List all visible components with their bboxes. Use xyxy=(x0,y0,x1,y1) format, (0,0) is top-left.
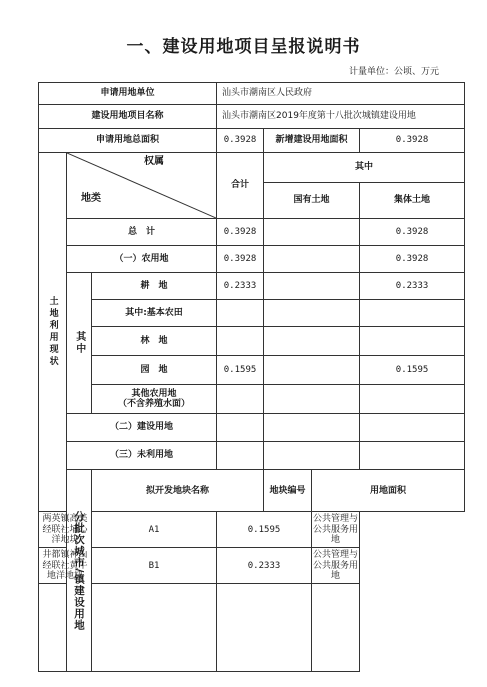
plot-row xyxy=(39,512,465,548)
basic-farmland-total xyxy=(217,300,264,327)
cultivated-collective: 0.2333 xyxy=(360,273,465,300)
construction-state xyxy=(264,414,360,442)
forest-state xyxy=(264,327,360,356)
total-area-label: 申请用地总面积 xyxy=(39,129,217,153)
other-agri-label-line1: 其他农用地 xyxy=(131,388,177,399)
plot-purpose: 公共管理与公共服务用地 xyxy=(312,548,360,584)
plot-code: B1 xyxy=(92,548,217,584)
total-area-value: 0.3928 xyxy=(217,129,264,153)
forest-row xyxy=(39,327,465,356)
total-row-total: 0.3928 xyxy=(217,219,264,246)
ownership-header: 权属 xyxy=(144,156,165,167)
area-row xyxy=(39,129,465,153)
collective-header: 集体土地 xyxy=(360,183,465,219)
of-which-header: 其中 xyxy=(264,153,465,183)
basic-farmland-collective xyxy=(360,300,465,327)
unused-collective xyxy=(360,442,465,470)
page-title: 一、建设用地项目呈报说明书 xyxy=(126,37,361,57)
agricultural-row-state xyxy=(264,246,360,273)
other-agri-state xyxy=(264,385,360,414)
plots-section-label: 分批次城市/镇建设用地 xyxy=(67,470,92,672)
unit-note: 计量单位：公顷、万元 xyxy=(348,67,439,77)
project-label: 建设用地项目名称 xyxy=(39,105,217,129)
unused-state xyxy=(264,442,360,470)
unused-label: （三）未利用地 xyxy=(67,442,217,470)
plot-area-header: 用地面积 xyxy=(312,470,465,512)
plot-row xyxy=(39,548,465,584)
construction-row xyxy=(39,414,465,442)
other-agri-collective xyxy=(360,385,465,414)
ownership-landtype-diagonal-cell xyxy=(67,153,217,219)
plot-area: 0.1595 xyxy=(217,512,312,548)
agricultural-row xyxy=(39,246,465,273)
land-use-header-row-1 xyxy=(39,153,465,183)
total-row-state xyxy=(264,219,360,246)
blank-cell xyxy=(92,584,217,672)
forest-total xyxy=(217,327,264,356)
cultivated-total: 0.2333 xyxy=(217,273,264,300)
construction-label: （二）建设用地 xyxy=(67,414,217,442)
orchard-label: 园 地 xyxy=(92,356,217,385)
orchard-state xyxy=(264,356,360,385)
orchard-collective: 0.1595 xyxy=(360,356,465,385)
orchard-total: 0.1595 xyxy=(217,356,264,385)
cultivated-state xyxy=(264,273,360,300)
blank-cell xyxy=(312,584,360,672)
cultivated-label: 耕 地 xyxy=(92,273,217,300)
total-row-collective: 0.3928 xyxy=(360,219,465,246)
new-area-value: 0.3928 xyxy=(360,129,465,153)
total-row-label: 总 计 xyxy=(67,219,217,246)
plot-purpose: 公共管理与公共服务用地 xyxy=(312,512,360,548)
plot-code: A1 xyxy=(92,512,217,548)
project-value: 汕头市潮南区2019年度第十八批次城镇建设用地 xyxy=(217,105,465,129)
plot-code-header: 地块编号 xyxy=(264,470,312,512)
orchard-row xyxy=(39,356,465,385)
construction-collective xyxy=(360,414,465,442)
basic-farmland-row xyxy=(39,300,465,327)
basic-farmland-state xyxy=(264,300,360,327)
agricultural-row-total: 0.3928 xyxy=(217,246,264,273)
other-agri-row xyxy=(39,385,465,414)
applicant-value: 汕头市潮南区人民政府 xyxy=(217,83,465,105)
agricultural-row-collective: 0.3928 xyxy=(360,246,465,273)
unused-row xyxy=(39,442,465,470)
agricultural-row-label: （一）农用地 xyxy=(67,246,217,273)
other-agri-label xyxy=(92,385,217,414)
land-use-section-label: 土地利用现状 xyxy=(39,153,67,512)
plot-name: 井都镇神山经联社黄牛地洋地块 xyxy=(39,548,92,584)
project-row xyxy=(39,105,465,129)
plots-header-row xyxy=(39,470,465,512)
diagonal-line xyxy=(67,153,216,218)
state-owned-header: 国有土地 xyxy=(264,183,360,219)
land-report-table xyxy=(38,82,465,672)
blank-cell xyxy=(217,584,312,672)
land-type-header: 地类 xyxy=(81,192,101,204)
total-row xyxy=(39,219,465,246)
construction-total xyxy=(217,414,264,442)
plot-name: 两英镇高美经联社埔心洋地块 xyxy=(39,512,92,548)
other-agri-label-line2: （不含养殖水面） xyxy=(118,399,191,409)
new-area-label: 新增建设用地面积 xyxy=(264,129,360,153)
plot-area: 0.2333 xyxy=(217,548,312,584)
plot-name-header: 拟开发地块名称 xyxy=(92,470,264,512)
total-header: 合计 xyxy=(217,153,264,219)
applicant-label: 申请用地单位 xyxy=(39,83,217,105)
applicant-row xyxy=(39,83,465,105)
basic-farmland-label: 其中:基本农田 xyxy=(92,300,217,327)
of-which-side-label: 其中 xyxy=(67,273,92,414)
cultivated-row xyxy=(39,273,465,300)
forest-label: 林 地 xyxy=(92,327,217,356)
unused-total xyxy=(217,442,264,470)
other-agri-total xyxy=(217,385,264,414)
plot-blank-row xyxy=(39,584,465,672)
forest-collective xyxy=(360,327,465,356)
